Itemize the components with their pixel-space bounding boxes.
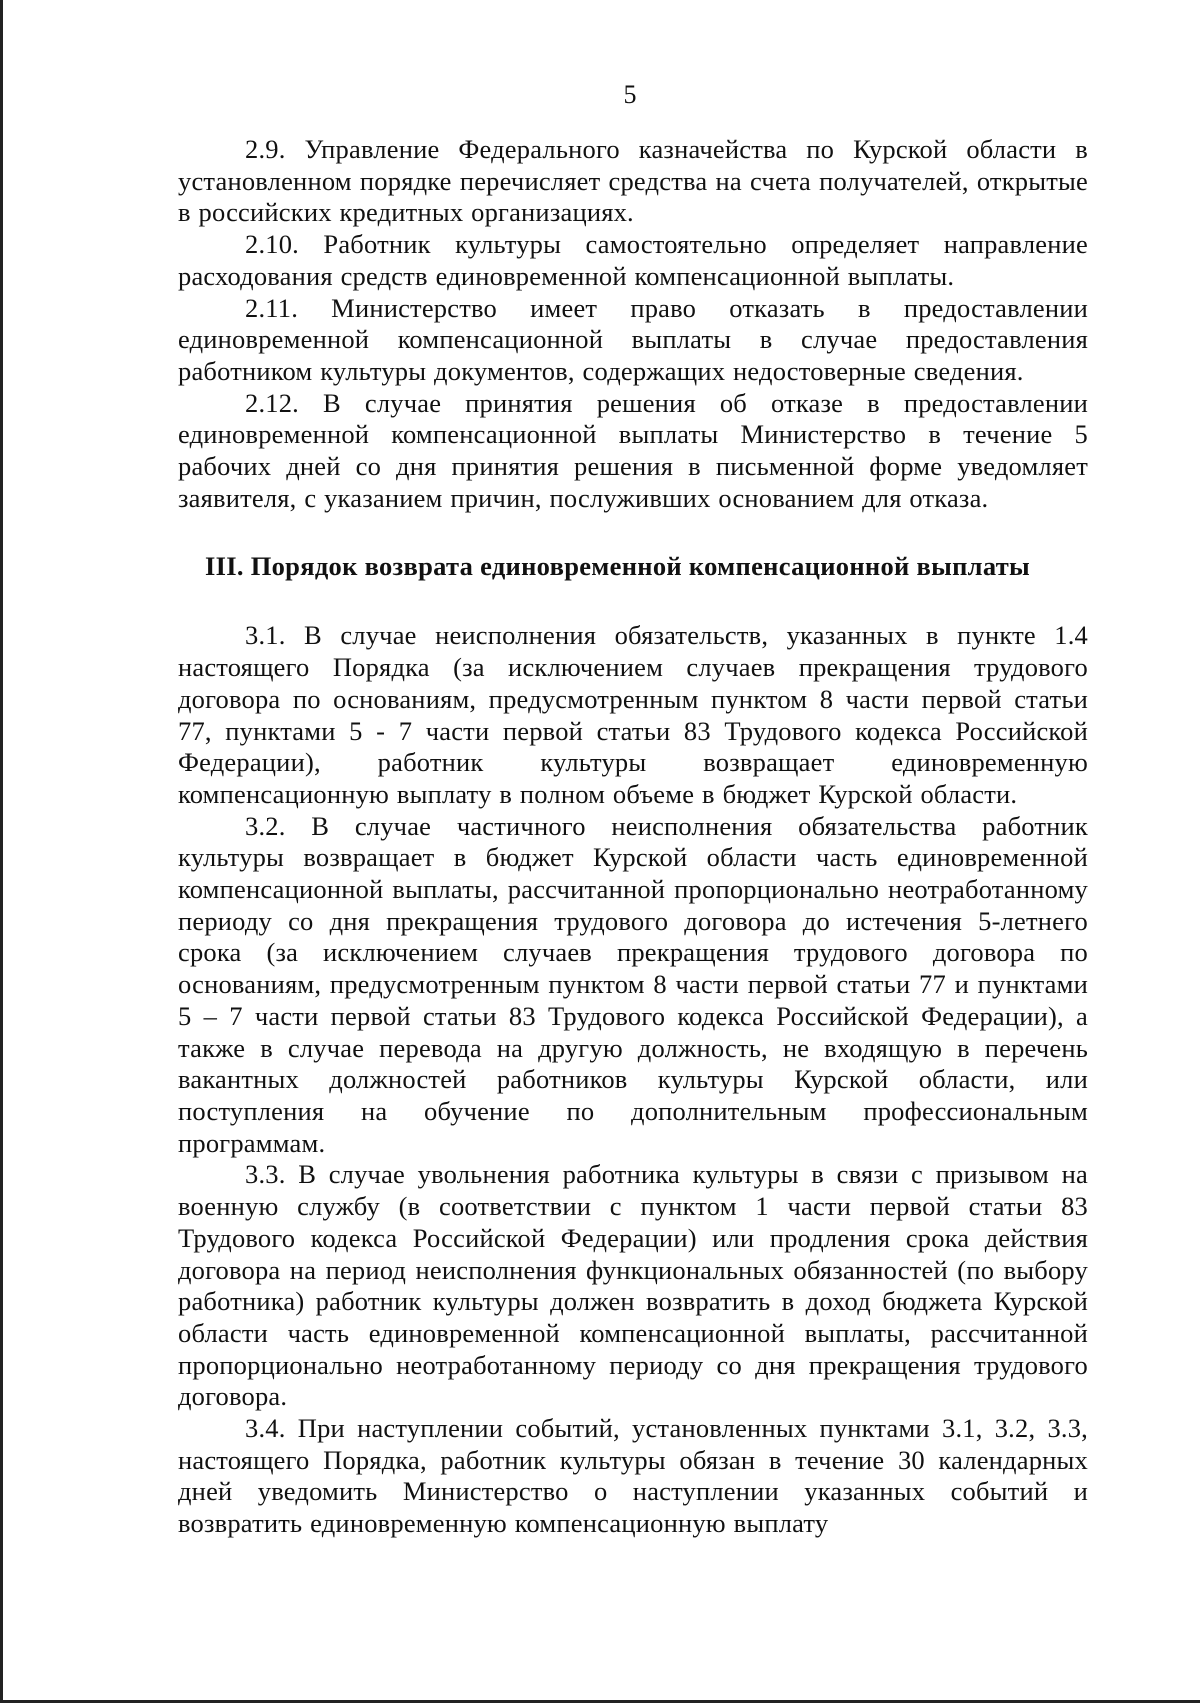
paragraph-3-1: 3.1. В случае неисполнения обязательств, указанных в пункте 1.4 настоящего Порядка (за исключением случаев прекращения трудового договора по основаниям, предусмотренным пунктом 8 части первой статьи 77, пунктами 5 - 7 части первой статьи 83 Трудового кодекса Российской Федерации), работник культуры возвращает единовременную компенсационную выплату в полном объеме в бюджет Курской области. <box>178 620 1088 809</box>
paragraph-3-3: 3.3. В случае увольнения работника культуры в связи с призывом на военную службу (в соответствии с пунктом 1 части первой статьи 83 Трудового кодекса Российской Федерации) или продления срока действия договора на период неисполнения функциональных обязанностей (по выбору работника) работник культуры должен возвратить в доход бюджета Курской области часть единовременной компенсационной выплаты, рассчитанной пропорционально неотработанному периоду со дня прекращения трудового договора. <box>178 1159 1088 1412</box>
scan-left-edge <box>0 0 3 1703</box>
paragraph-2-10: 2.10. Работник культуры самостоятельно определяет направление расходования средств единовременной компенсационной выплаты. <box>178 229 1088 291</box>
section-3-heading: III. Порядок возврата единовременной компенсационной выплаты <box>205 551 1031 582</box>
paragraph-2-11: 2.11. Министерство имеет право отказать в предоставлении единовременной компенсационной выплаты в случае предоставления работником культуры документов, содержащих недостоверные сведения. <box>178 292 1088 386</box>
paragraph-3-4: 3.4. При наступлении событий, установленных пунктами 3.1, 3.2, 3.3, настоящего Порядка, работник культуры обязан в течение 30 календарных дней уведомить Министерство о наступлении указанных событий и возвратить единовременную компенсационную выплату <box>178 1413 1088 1539</box>
page-number: 5 <box>623 80 637 109</box>
paragraph-3-2: 3.2. В случае частичного неисполнения обязательства работник культуры возвращает в бюджет Курской области часть единовременной компенсационной выплаты, рассчитанной пропорционально неотработанному периоду со дня прекращения трудового договора до истечения 5-летнего срока (за исключением случаев прекращения трудового договора по основаниям, предусмотренным пунктом 8 части первой статьи 77 и пунктами 5 – 7 части первой статьи 83 Трудового кодекса Российской Федерации), а также в случае перевода на другую должность, не входящую в перечень вакантных должностей работников культуры Курской области, или поступления на обучение по дополнительным профессиональным программам. <box>178 810 1088 1158</box>
paragraph-2-12: 2.12. В случае принятия решения об отказе в предоставлении единовременной компенсационной выплаты Министерство в течение 5 рабочих дней со дня принятия решения в письменной форме уведомляет заявителя, с указанием причин, послуживших основанием для отказа. <box>178 387 1088 513</box>
paragraph-2-9: 2.9. Управление Федерального казначейства по Курской области в установленном порядке перечисляет средства на счета получателей, открытые в российских кредитных организациях. <box>178 134 1088 228</box>
document-body <box>178 134 1088 1540</box>
